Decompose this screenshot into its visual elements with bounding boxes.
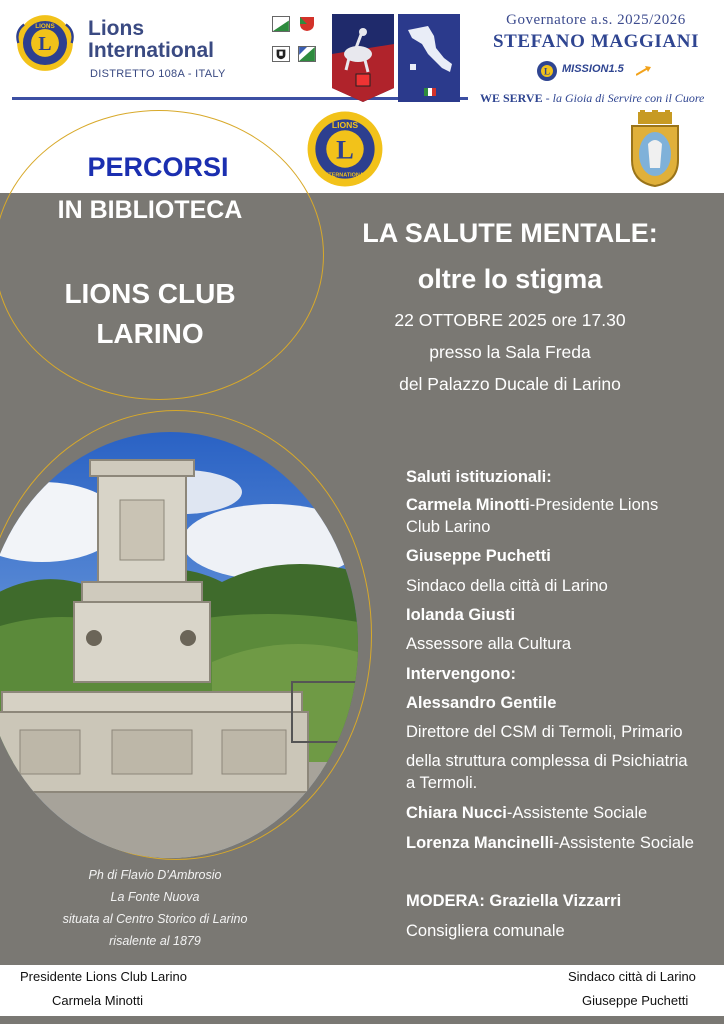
event-venue-line2: del Palazzo Ducale di Larino (399, 374, 621, 394)
speaker-name: Carmela Minotti (406, 496, 530, 514)
brand-name (88, 18, 248, 62)
series-subtitle: IN BIBLIOTECA (57, 196, 243, 224)
flag-shield-icon (272, 46, 290, 62)
moderator-role: Consigliera comunale (406, 922, 565, 940)
we-serve-motto (480, 91, 720, 106)
governor-title: Governatore a.s. 2025/2026 (506, 12, 686, 28)
svg-text:LIONS: LIONS (35, 22, 55, 30)
footer-right-name: Giuseppe Puchetti (582, 993, 689, 1008)
speaker-giusti-role: Assessore alla Cultura (406, 635, 572, 653)
speaker-gentile-role3: a Termoli. (406, 774, 478, 792)
speaker-role: -Assistente Sociale (553, 834, 694, 852)
svg-text:INTERNATIONAL: INTERNATIONAL (322, 172, 368, 179)
svg-text:L: L (336, 134, 354, 165)
brand-line-lions: Lions (88, 17, 144, 40)
we-serve-tagline: - la Gioia di Servire con il Cuore (542, 91, 705, 105)
speaker-name: Iolanda Giusti (406, 606, 516, 624)
talks-heading (406, 663, 716, 685)
footer-left-title: Presidente Lions Club Larino (20, 969, 187, 984)
event-date-time: 22 OTTOBRE 2025 ore 17.30 (394, 310, 626, 330)
event-venue-line1: presso la Sala Freda (429, 342, 591, 362)
club-name-line1: LIONS CLUB (64, 278, 236, 309)
speaker-gentile-role1: Direttore del CSM di Termoli, Primario (406, 723, 683, 741)
speaker-name: Lorenza Mancinelli (406, 834, 554, 852)
flag-green-icon (272, 16, 290, 32)
mission-label: MISSION1.5 (562, 63, 624, 75)
header (0, 0, 724, 110)
event-subtitle: oltre lo stigma (417, 264, 603, 294)
speaker-name: Chiara Nucci (406, 804, 507, 822)
caption-location: situata al Centro Storico di Larino (62, 912, 248, 926)
lions-logo-icon (16, 14, 74, 72)
speaker-mancinelli (406, 832, 716, 854)
moderator-name: MODERA: Graziella Vizzarri (406, 892, 622, 910)
talks-heading-text: Intervengono: (406, 665, 516, 683)
pennant-italy-map-icon (398, 14, 460, 102)
speaker-gentile (406, 692, 716, 714)
footer-right-title: Sindaco città di Larino (568, 969, 696, 984)
arrow-icon (636, 65, 652, 77)
lions-emblem-icon (306, 110, 384, 188)
footer-left-name: Carmela Minotti (52, 993, 144, 1008)
larino-crest-icon (628, 110, 682, 188)
speaker-role: -Presidente Lions (529, 496, 659, 514)
speaker-name: Giuseppe Puchetti (406, 547, 551, 565)
speaker-puchetti (406, 545, 716, 567)
speaker-gentile-role2: della struttura complessa di Psichiatria (406, 752, 688, 770)
speaker-nucci (406, 802, 716, 824)
regional-flags (272, 16, 324, 72)
moderator (406, 890, 716, 912)
speaker-minotti-role-cont: Club Larino (406, 518, 491, 536)
svg-text:LIONS: LIONS (331, 119, 359, 130)
club-name-line2: LARINO (96, 318, 204, 349)
speaker-role: -Assistente Sociale (506, 804, 648, 822)
speaker-name: Alessandro Gentile (406, 694, 557, 712)
svg-text:L: L (38, 32, 52, 55)
flag-red-shield-icon (298, 16, 316, 32)
mission-lions-icon (536, 60, 558, 82)
caption-title: La Fonte Nuova (110, 890, 200, 904)
speaker-puchetti-role: Sindaco della città di Larino (406, 577, 608, 595)
district-label: DISTRETTO 108A - ITALY (90, 68, 226, 80)
caption-photographer: Ph di Flavio D'Ambrosio (88, 868, 222, 882)
greetings-heading (406, 466, 716, 488)
speaker-minotti (406, 494, 716, 516)
svg-text:L: L (543, 66, 551, 77)
speaker-giusti (406, 604, 716, 626)
pennant-knight-icon (332, 14, 394, 102)
we-serve-label: WE SERVE (480, 91, 543, 105)
event-title: LA SALUTE MENTALE: (362, 218, 658, 248)
brand-line-international: International (88, 39, 215, 62)
series-title: PERCORSI (87, 152, 229, 182)
footer-bar (0, 1016, 724, 1024)
flag-blue-green-icon (298, 46, 316, 62)
caption-date: risalente al 1879 (109, 934, 201, 948)
greetings-heading-text: Saluti istituzionali: (406, 468, 552, 486)
governor-name: STEFANO MAGGIANI (492, 31, 700, 52)
